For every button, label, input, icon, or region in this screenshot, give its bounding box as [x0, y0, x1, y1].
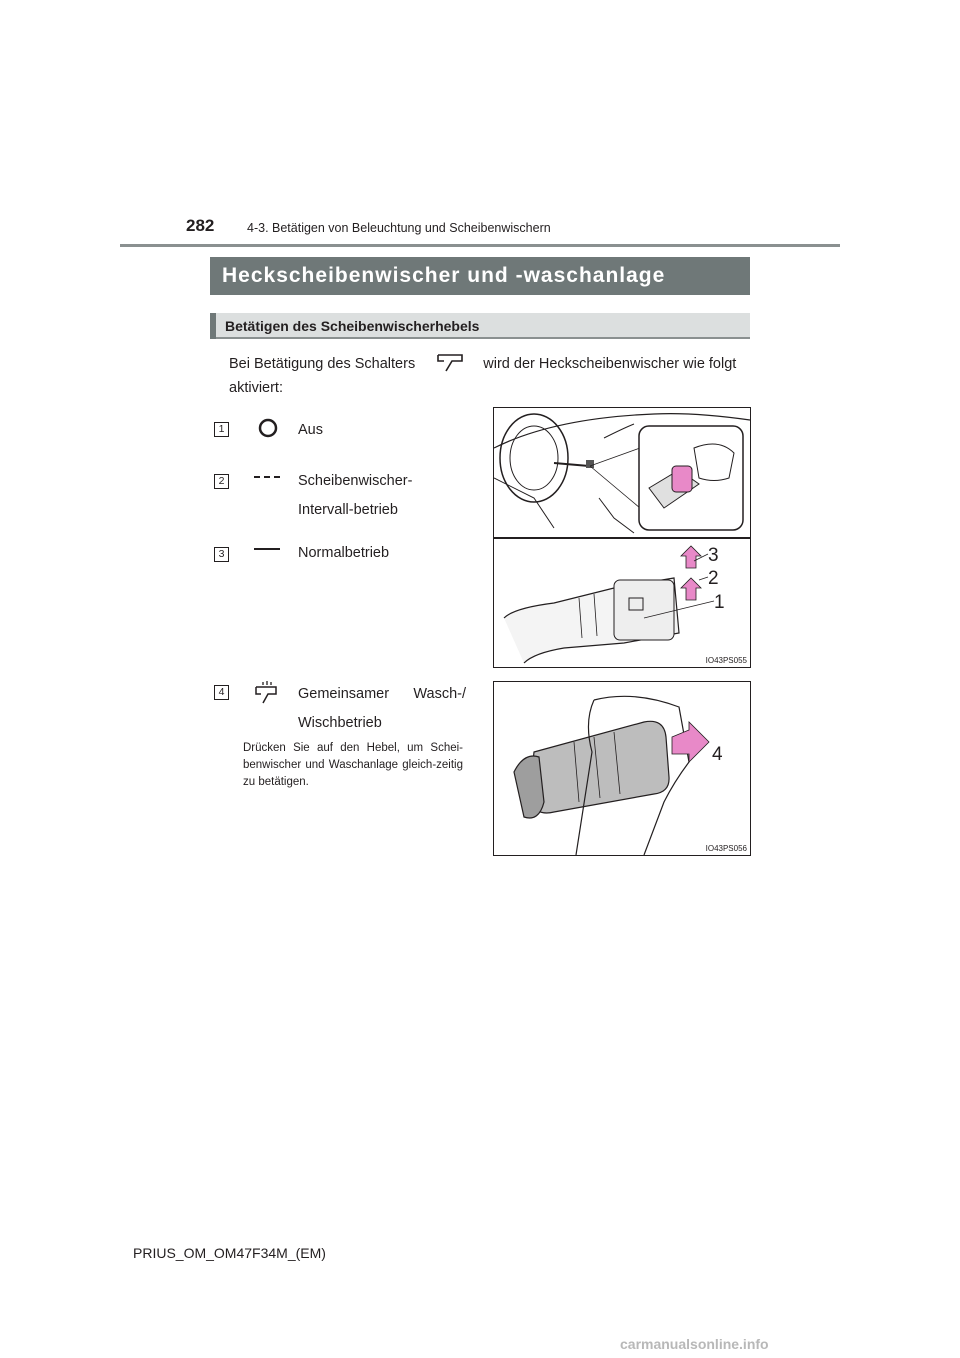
subsection-marker — [210, 313, 216, 339]
footer-doc-id: PRIUS_OM_OM47F34M_(EM) — [133, 1245, 326, 1261]
figure-wiper-lever-positions — [493, 407, 751, 668]
subsection-heading — [210, 313, 750, 339]
intro-paragraph — [229, 352, 754, 400]
callout-4: 4 — [712, 744, 723, 765]
page-number: 282 — [186, 216, 215, 235]
lever-positions-illustration — [494, 408, 750, 667]
watermark: carmanualsonline.info — [620, 1336, 769, 1352]
item-number-1: 1 — [214, 422, 229, 437]
intro-text-2: wird der Heckscheibenwischer wie folgt aktiviert: — [229, 356, 737, 396]
subsection-title: Betätigen des Scheibenwischerhebels — [225, 318, 480, 334]
item-number-3: 3 — [214, 547, 229, 562]
callout-2: 2 — [708, 568, 719, 589]
section-title: Heckscheibenwischer und -waschanlage — [210, 257, 750, 295]
figure-code: IO43PS056 — [705, 844, 747, 853]
header-divider — [120, 244, 840, 247]
breadcrumb: 4-3. Betätigen von Beleuchtung und Scheibenwischern — [247, 221, 551, 235]
callout-3: 3 — [708, 545, 719, 566]
item-label-interval: Scheibenwischer-Intervall-betrieb — [298, 473, 413, 518]
wash-wipe-illustration — [494, 682, 750, 855]
dashed-line-icon — [253, 472, 281, 482]
item-number-2: 2 — [214, 474, 229, 489]
solid-line-icon — [253, 544, 281, 554]
item-label-off: Aus — [298, 422, 323, 438]
note-text: Drücken Sie auf den Hebel, um Schei-benwischer und Waschanlage gleich-zeitig zu betätigen. — [243, 742, 463, 788]
callout-1: 1 — [714, 592, 725, 613]
figure-wash-wipe — [493, 681, 751, 856]
off-circle-icon — [256, 417, 280, 439]
item-label-wash-wipe: Gemeinsamer Wasch-/ Wischbetrieb — [298, 686, 466, 731]
intro-text-1: Bei Betätigung des Schalters — [229, 356, 416, 372]
item-number-4: 4 — [214, 685, 229, 700]
item-label-normal: Normalbetrieb — [298, 545, 390, 561]
wash-wipe-icon — [253, 681, 279, 705]
rear-wiper-switch-icon — [436, 351, 464, 373]
figure-code: IO43PS055 — [705, 656, 747, 665]
